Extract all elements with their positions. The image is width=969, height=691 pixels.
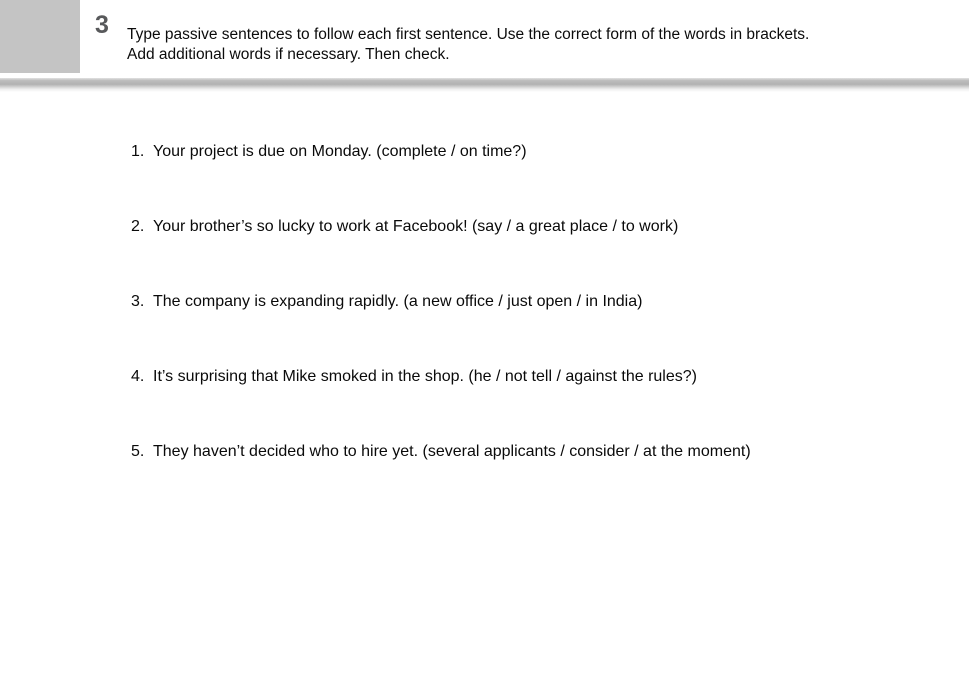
item-text: Your brother’s so lucky to work at Facebook! (say / a great place / to work) [153,218,679,235]
item-number: 1. [131,143,145,160]
instructions-line-1: Type passive sentences to follow each first sentence. Use the correct form of the words in brackets. [127,26,810,43]
exercise-list [131,141,931,516]
item-number: 2. [131,218,145,235]
exercise-item-3 [131,291,931,312]
item-text: Your project is due on Monday. (complete / on time?) [153,143,527,160]
exercise-instructions [127,25,809,65]
header-divider [0,78,969,92]
item-number: 5. [131,443,145,460]
exercise-item-4 [131,366,931,387]
item-text: It’s surprising that Mike smoked in the shop. (he / not tell / against the rules?) [153,368,697,385]
item-number: 4. [131,368,145,385]
item-number: 3. [131,293,145,310]
item-text: The company is expanding rapidly. (a new office / just open / in India) [153,293,643,310]
exercise-item-2 [131,216,931,237]
instructions-line-2: Add additional words if necessary. Then check. [127,46,450,63]
exercise-item-5 [131,441,931,462]
corner-square-decoration [0,0,80,73]
exercise-number: 3 [95,11,109,39]
item-text: They haven’t decided who to hire yet. (several applicants / consider / at the moment) [153,443,751,460]
exercise-item-1 [131,141,931,162]
